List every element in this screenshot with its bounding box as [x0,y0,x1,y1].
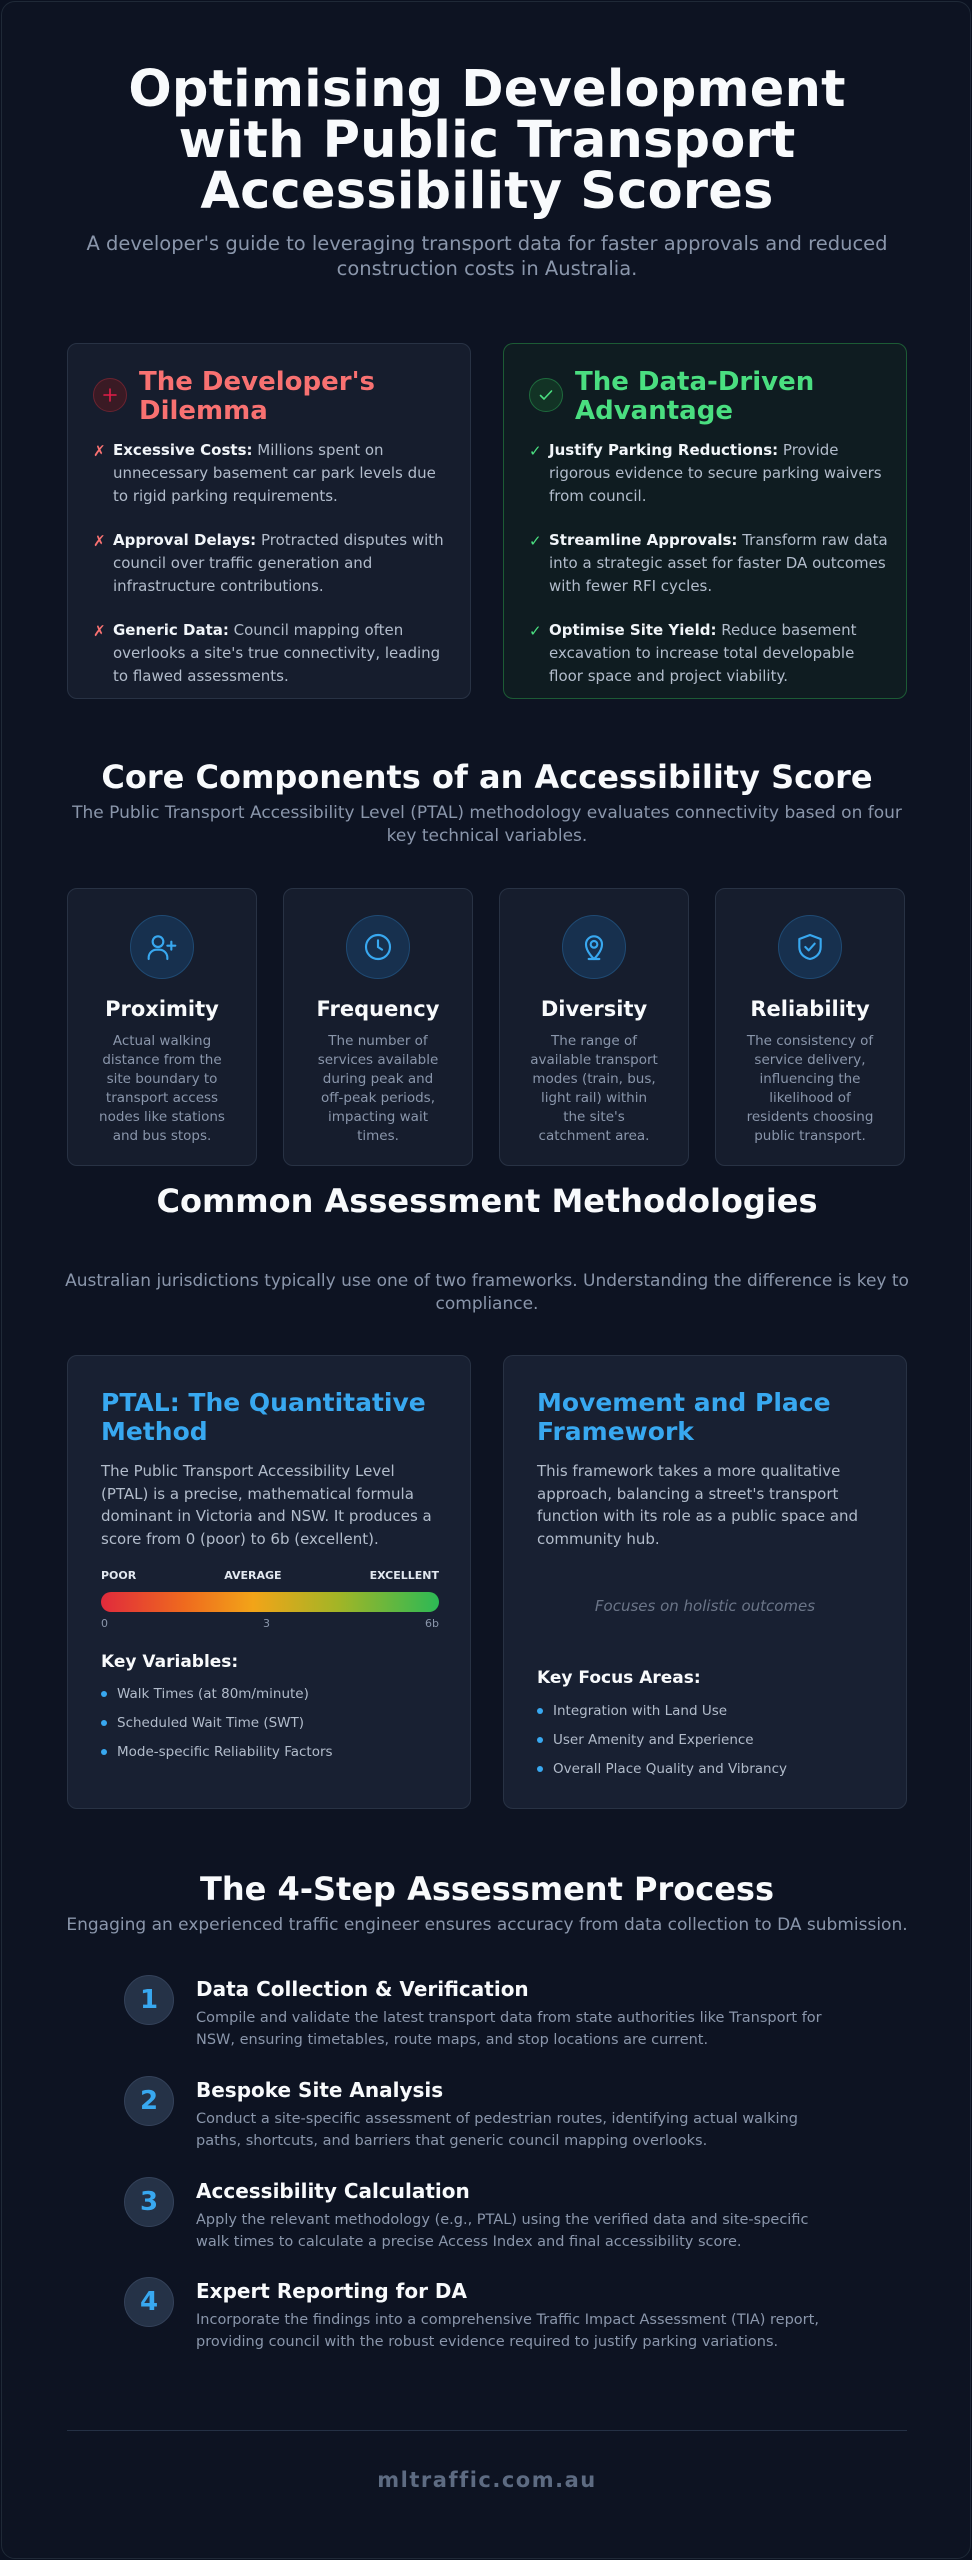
shield-check-icon [778,915,842,979]
list-item: Walk Times (at 80m/minute) [101,1679,333,1708]
components-title: Core Components of an Accessibility Score [101,758,873,796]
step-text: Incorporate the findings into a comprehensive Traffic Impact Assessment (TIA) report, providing council with the robust evidence required to justify parking variations. [196,2312,819,2350]
bullet-icon [537,1708,543,1714]
ptal-scale-ticks [101,1617,439,1631]
check-icon [529,378,563,412]
component-card-reliability [715,888,905,1166]
scale-tick: 0 [101,1617,108,1630]
ptal-description: The Public Transport Accessibility Level (PTAL) is a precise, mathematical formula dominant in Victoria and NSW. It produces a score from 0 (poor) to 6b (excellent). [101,1462,432,1548]
key-focus-list [537,1696,787,1783]
list-item: Scheduled Wait Time (SWT) [101,1708,333,1737]
scale-tick: 3 [263,1617,270,1630]
process-title: The 4-Step Assessment Process [200,1870,774,1908]
clock-icon [346,915,410,979]
process-step-3 [124,2177,854,2257]
item-label: Justify Parking Reductions: [549,441,779,459]
item-label: Streamline Approvals: [549,531,738,549]
item-text: Provide rigorous evidence to secure parking waivers from council. [549,441,882,505]
list-item [529,529,889,598]
cross-icon: ✗ [93,532,106,550]
scale-tick: 6b [425,1617,439,1630]
bullet-icon [537,1737,543,1743]
ptal-scale-bar [101,1592,439,1612]
methods-title: Common Assessment Methodologies [156,1182,818,1220]
item-text: Reduce basement excavation to increase total developable floor space and project viability. [549,621,857,685]
check-mark-icon: ✓ [529,622,542,640]
hero [62,60,912,281]
step-text: Compile and validate the latest transport data from state authorities like Transport for NSW, ensuring timetables, route maps, and stop locations are current. [196,2010,822,2048]
component-title: Reliability [750,997,870,1021]
bullet-icon [101,1749,107,1755]
bullet-icon [101,1691,107,1697]
advantage-list [529,439,889,709]
cross-icon: ✗ [93,442,106,460]
components-subtitle: The Public Transport Accessibility Level (PTAL) methodology evaluates connectivity based on four key technical variables. [72,803,902,846]
item-text: Transform raw data into a strategic asset for faster DA outcomes with fewer RFI cycles. [549,531,888,595]
step-title: Bespoke Site Analysis [196,2078,444,2102]
dilemma-card [67,343,471,699]
step-text: Apply the relevant methodology (e.g., PTAL) using the verified data and site-specific walk times to calculate a precise Access Index and final accessibility score. [196,2212,809,2250]
item-label: Excessive Costs: [113,441,253,459]
item-label: Optimise Site Yield: [549,621,717,639]
plus-icon [93,378,127,412]
step-number: 4 [124,2277,174,2327]
list-item: Mode-specific Reliability Factors [101,1737,333,1766]
key-variables-list [101,1679,333,1766]
component-card-proximity [67,888,257,1166]
ptal-title: PTAL: The Quantitative Method [101,1388,426,1446]
bullet-icon [101,1720,107,1726]
page-subtitle: A developer's guide to leveraging transport data for faster approvals and reduced construction costs in Australia. [86,232,888,280]
item-text: Millions spent on unnecessary basement car park levels due to rigid parking requirements. [113,441,436,505]
scale-label-poor: POOR [101,1569,137,1582]
component-title: Frequency [316,997,440,1021]
check-mark-icon: ✓ [529,532,542,550]
advantage-title: The Data-Driven Advantage [575,367,815,426]
movement-place-card [503,1355,907,1809]
component-text: The number of services available during peak and off-peak periods, impacting wait times. [317,1033,439,1144]
dilemma-title: The Developer's Dilemma [139,367,376,426]
key-variables-title: Key Variables: [101,1652,239,1672]
item-text: Protracted disputes with council over traffic generation and infrastructure contributions. [113,531,444,595]
step-number: 2 [124,2076,174,2126]
list-item: User Amenity and Experience [537,1725,787,1754]
list-item [529,439,889,508]
step-number: 3 [124,2177,174,2227]
component-title: Diversity [540,997,648,1021]
map-pin-icon [562,915,626,979]
process-step-2 [124,2076,854,2156]
component-text: The range of available transport modes (train, bus, light rail) within the site's catchment area. [530,1033,658,1144]
list-item: Integration with Land Use [537,1696,787,1725]
cross-icon: ✗ [93,622,106,640]
dilemma-list [93,439,453,709]
component-text: Actual walking distance from the site boundary to transport access nodes like stations and bus stops. [99,1033,225,1144]
methods-subtitle: Australian jurisdictions typically use one of two frameworks. Understanding the difference is key to compliance. [65,1271,909,1314]
advantage-card [503,343,907,699]
mpf-note: Focuses on holistic outcomes [594,1597,816,1615]
ptal-card [67,1355,471,1809]
item-text: Council mapping often overlooks a site's true connectivity, leading to flawed assessments. [113,621,441,685]
mpf-title: Movement and Place Framework [537,1388,831,1446]
ptal-scale-labels [101,1569,439,1582]
list-item [93,439,453,508]
item-label: Generic Data: [113,621,229,639]
step-text: Conduct a site-specific assessment of pedestrian routes, identifying actual walking paths, shortcuts, and barriers that generic council mapping overlooks. [196,2111,798,2149]
bullet-icon [537,1766,543,1772]
list-item [529,619,889,688]
list-item [93,619,453,688]
key-focus-title: Key Focus Areas: [537,1668,701,1688]
scale-label-average: AVERAGE [224,1569,282,1582]
mpf-description: This framework takes a more qualitative approach, balancing a street's transport function with its role as a public space and community hub. [537,1462,859,1548]
process-step-1 [124,1975,854,2055]
check-mark-icon: ✓ [529,442,542,460]
component-card-frequency [283,888,473,1166]
user-plus-icon [130,915,194,979]
scale-label-excellent: EXCELLENT [369,1569,439,1582]
page-title: Optimising Development with Public Transport Accessibility Scores [128,60,846,221]
footer-site-link[interactable]: mltraffic.com.au [377,2468,597,2492]
component-card-diversity [499,888,689,1166]
process-step-4 [124,2277,854,2357]
process-subtitle: Engaging an experienced traffic engineer ensures accuracy from data collection to DA submission. [66,1915,908,1935]
component-text: The consistency of service delivery, influencing the likelihood of residents choosing public transport. [746,1033,874,1144]
step-number: 1 [124,1975,174,2025]
step-title: Data Collection & Verification [196,1977,529,2001]
component-title: Proximity [105,997,219,1021]
step-title: Accessibility Calculation [196,2179,470,2203]
footer-divider [67,2430,907,2431]
step-title: Expert Reporting for DA [196,2279,467,2303]
list-item [93,529,453,598]
page-frame [1,1,971,2559]
list-item: Overall Place Quality and Vibrancy [537,1754,787,1783]
item-label: Approval Delays: [113,531,257,549]
